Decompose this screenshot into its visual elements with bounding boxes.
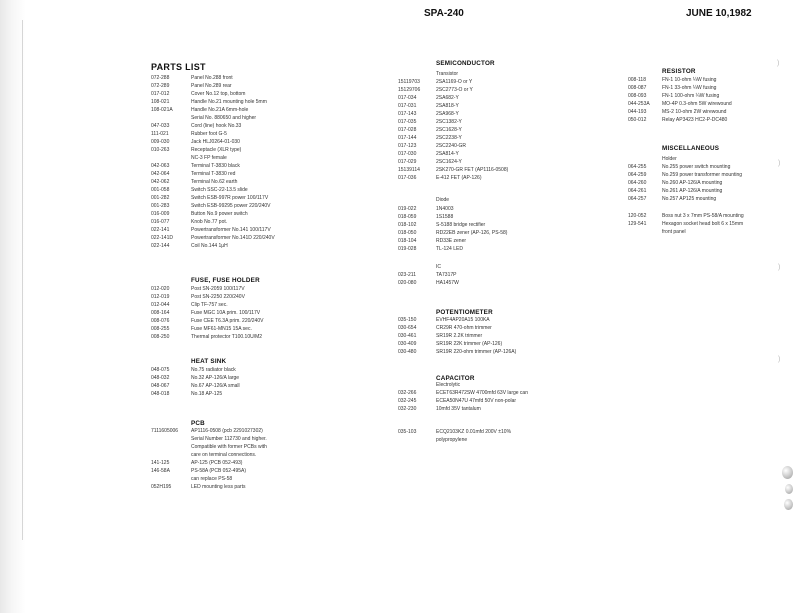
part-number: 020-080 [398, 280, 417, 286]
part-description: Boss nut 3 x 7mm PS-58/A mounting [662, 213, 744, 219]
part-description: Powertransformer No.141 100/117V [191, 227, 271, 233]
part-description: 2SC1628-Y [436, 127, 462, 133]
part-number: 030-409 [398, 341, 417, 347]
part-description: No.67 AP-126/A small [191, 383, 240, 389]
part-description: RD33E zener [436, 238, 467, 244]
part-description: 2SC1624-Y [436, 159, 462, 165]
subsection-diode: Diode [436, 197, 450, 203]
part-number: 042-063 [151, 163, 170, 169]
part-description: AP-125 (PCB 052-493) [191, 460, 243, 466]
part-number: 018-104 [398, 238, 417, 244]
part-description: No.257 AP125 mounting [662, 196, 717, 202]
part-description: Fuse MF61-MN15 15A sec. [191, 326, 252, 332]
part-description: FN-1 100-ohm ¼W fusing [662, 93, 720, 99]
part-description: SR19R 22K trimmer (AP-126) [436, 341, 503, 347]
part-number: 019-028 [398, 246, 417, 252]
part-description: Fuse CEE T6.3A prim. 220/240V [191, 318, 264, 324]
part-description: No.260 AP-126/A mounting [662, 180, 723, 186]
part-number: 048-067 [151, 383, 170, 389]
section-title-resistor: RESISTOR [662, 68, 696, 75]
subsection-transistor: Transistor [436, 71, 459, 77]
page-binding-line [22, 20, 23, 540]
part-description: 2SA814-Y [436, 151, 459, 157]
part-description: 2SC2240-GR [436, 143, 467, 149]
part-description: No.32 AP-126/A large [191, 375, 240, 381]
part-description: No.18 AP-125 [191, 391, 223, 397]
part-description: Serial Number 112730 and higher. [191, 436, 267, 442]
part-number: 042-062 [151, 179, 170, 185]
part-number: 048-075 [151, 367, 170, 373]
part-description: FN-1 10-ohm ¼W fusing [662, 77, 717, 83]
part-number: 032-266 [398, 390, 417, 396]
section-title-heat-sink: HEAT SINK [191, 358, 227, 365]
part-description: 2SA818-Y [436, 103, 459, 109]
part-description: MS-2 10-ohm 2W wirewound [662, 109, 727, 115]
section-title-miscellaneous: MISCELLANEOUS [662, 145, 720, 152]
part-description: Fuse MGC 10A prim. 100/117V [191, 310, 261, 316]
part-number: 016-077 [151, 219, 170, 225]
part-number: 048-018 [151, 391, 170, 397]
part-number: 018-102 [398, 222, 417, 228]
part-description: FN-1 33-ohm ¼W fusing [662, 85, 717, 91]
part-number: 108-021 [151, 99, 170, 105]
model-header: SPA-240 [424, 8, 464, 19]
part-description: Compatible with former PCBs with [191, 444, 267, 450]
part-number: 111-021 [151, 131, 169, 137]
part-number: 064-260 [628, 180, 647, 186]
part-number: 047-033 [151, 123, 170, 129]
part-number: 017-144 [398, 135, 417, 141]
part-description: Post SN-2250 220/240V [191, 294, 245, 300]
part-description: SR19R 220-ohm trimmer (AP-126A) [436, 349, 517, 355]
part-description: E-412 FET (AP-126) [436, 175, 482, 181]
part-number: 016-009 [151, 211, 170, 217]
part-description: Terminal No.62 earth [191, 179, 238, 185]
date-header: JUNE 10,1982 [686, 8, 752, 19]
part-description: ECEA50N47U 47mfd 50V non-polar [436, 398, 517, 404]
part-number: 146-58A [151, 468, 170, 474]
punch-hole-mark [785, 484, 793, 494]
part-description: LED mounting less parts [191, 484, 246, 490]
part-description: front panel [662, 229, 686, 235]
part-description: Switch ESB-997R power 100/117V [191, 195, 269, 201]
punch-hole-mark [784, 499, 793, 510]
part-description: TA7317P [436, 272, 457, 278]
part-number: 017-143 [398, 111, 417, 117]
part-description: Coil No.144 1μH [191, 243, 228, 249]
part-description: can replace PS-58 [191, 476, 233, 482]
part-number: 018-050 [398, 230, 417, 236]
part-description: Relay AP3423 HC2-P-DC480 [662, 117, 728, 123]
part-description: Handle No.21 mounting hole 5mm [191, 99, 267, 105]
part-number: 012-044 [151, 302, 170, 308]
part-description: Rubber foot G-5 [191, 131, 227, 137]
part-number: 030-461 [398, 333, 417, 339]
scan-mark: ) [778, 356, 781, 363]
part-description: HA1457W [436, 280, 459, 286]
part-number: 008-255 [151, 326, 170, 332]
part-number: 064-261 [628, 188, 647, 194]
punch-hole-mark [782, 466, 793, 479]
part-number: 7111605006 [151, 428, 179, 434]
part-description: 1S1588 [436, 214, 454, 220]
part-number: 017-012 [151, 91, 170, 97]
part-number: 032-245 [398, 398, 417, 404]
part-description: Cord (line) hook No.33 [191, 123, 242, 129]
part-number: 022-144 [151, 243, 170, 249]
part-description: Terminal T-3830 black [191, 163, 240, 169]
part-description: Powertransformer No.141D 220/240V [191, 235, 275, 241]
section-title-fuse: FUSE, FUSE HOLDER [191, 277, 260, 284]
part-number: 064-255 [628, 164, 647, 170]
part-number: 022-141D [151, 235, 173, 241]
part-number: 017-028 [398, 127, 417, 133]
part-number: 15119703 [398, 79, 420, 85]
part-number: 064-257 [628, 196, 647, 202]
part-description: Button No.9 power switch [191, 211, 248, 217]
subsection-electrolytic: Electrolytic [436, 382, 461, 388]
scan-mark: ) [778, 264, 781, 271]
part-description: Serial No. 880650 and higher [191, 115, 257, 121]
part-number: 15139114 [398, 167, 420, 173]
part-description: NC-3 FP female [191, 155, 227, 161]
part-number: 012-019 [151, 294, 170, 300]
part-number: 15129706 [398, 87, 421, 93]
part-number: 044-193 [628, 109, 647, 115]
part-description: 2SA1169-O or Y [436, 79, 473, 85]
part-number: 017-035 [398, 119, 417, 125]
section-title-potentiometer: POTENTIOMETER [436, 309, 493, 316]
section-title-semiconductor: SEMICONDUCTOR [436, 60, 495, 67]
part-description: No.75 radiator black [191, 367, 236, 373]
part-number: 017-031 [398, 103, 417, 109]
part-description: Switch SSC-22-13.5 slide [191, 187, 248, 193]
part-description: Thermal protector T100.10U/M2 [191, 334, 263, 340]
subsection-holder: Holder [662, 156, 677, 162]
part-number: 042-064 [151, 171, 170, 177]
part-description: 10mfd 35V tantalum [436, 406, 481, 412]
part-number: 129-541 [628, 221, 647, 227]
part-description: ECQ2103KZ 0.01mfd 200V ±10% [436, 429, 512, 435]
part-number: 072-289 [151, 83, 170, 89]
part-description: TL-124 LED [436, 246, 463, 252]
part-number: 009-030 [151, 139, 170, 145]
part-description: 2SC2238-Y [436, 135, 462, 141]
part-description: No.259 power transformer mounting [662, 172, 743, 178]
section-title-pcb: PCB [191, 420, 205, 427]
part-number: 048-032 [151, 375, 170, 381]
part-description: No.261 AP-126/A mounting [662, 188, 723, 194]
part-description: Knob No.77 pot. [191, 219, 228, 225]
scan-mark: ) [777, 60, 780, 67]
part-number: 001-058 [151, 187, 170, 193]
part-number: 030-654 [398, 325, 417, 331]
page-title: PARTS LIST [151, 62, 206, 72]
part-number: 019-022 [398, 206, 417, 212]
part-description: Post SN-2059 100/117V [191, 286, 245, 292]
scan-mark: ) [778, 160, 781, 167]
part-number: 017-030 [398, 151, 417, 157]
part-number: 017-036 [398, 175, 417, 181]
part-description: AP1116-0508 (pcb 2291027302) [191, 428, 263, 434]
part-description: 2SK270-GR FET (AP1116-0508) [436, 167, 509, 173]
part-number: 032-230 [398, 406, 417, 412]
part-description: 2SC2773-O or Y [436, 87, 473, 93]
part-description: EVHF4AP20A15 100KA [436, 317, 490, 323]
part-number: 001-282 [151, 195, 170, 201]
part-number: 017-123 [398, 143, 417, 149]
part-number: 008-118 [628, 77, 646, 83]
part-description: CR29R 470-ohm trimmer [436, 325, 492, 331]
part-number: 141-125 [151, 460, 170, 466]
part-description: Jack HLJ0264-01-030 [191, 139, 240, 145]
part-number: 050-012 [628, 117, 647, 123]
part-number: 064-259 [628, 172, 647, 178]
part-description: RD22EB zener (AP-126, PS-58) [436, 230, 508, 236]
part-number: 035-103 [398, 429, 417, 435]
subsection-ic: IC [436, 264, 441, 270]
part-number: 044-253A [628, 101, 650, 107]
part-number: 017-034 [398, 95, 417, 101]
part-number: 108-021A [151, 107, 173, 113]
part-description: MO-4P 0.3-ohm 5W wirewound [662, 101, 732, 107]
part-number: 023-211 [398, 272, 416, 278]
part-description: No.255 power switch mounting [662, 164, 731, 170]
part-description: SR19R 2.2K trimmer [436, 333, 483, 339]
part-description: 2SC1382-Y [436, 119, 462, 125]
part-description: polypropylene [436, 437, 468, 443]
part-number: 052H195 [151, 484, 172, 490]
part-number: 010-263 [151, 147, 170, 153]
part-number: 030-480 [398, 349, 417, 355]
part-description: Hexagon socket head bolt 6 x 15mm [662, 221, 744, 227]
part-number: 022-141 [151, 227, 170, 233]
part-number: 035-150 [398, 317, 417, 323]
part-description: care on terminal connections. [191, 452, 257, 458]
part-description: ECET63R472SW 4700mfd 63V large can [436, 390, 528, 396]
part-number: 072-288 [151, 75, 170, 81]
part-description: Clip TF-757 sec. [191, 302, 228, 308]
part-description: Switch ESB-99295 power 220/240V [191, 203, 271, 209]
part-number: 008-164 [151, 310, 170, 316]
part-description: Terminal T-3830 red [191, 171, 236, 177]
part-description: Panel No.288 front [191, 75, 233, 81]
part-number: 120-052 [628, 213, 647, 219]
part-description: Cover No.12 top, bottom [191, 91, 246, 97]
part-number: 018-059 [398, 214, 417, 220]
section-title-capacitor: CAPACITOR [436, 375, 475, 382]
part-number: 008-076 [151, 318, 170, 324]
part-description: Panel No.289 rear [191, 83, 232, 89]
part-number: 008-093 [628, 93, 647, 99]
part-description: 2SA968-Y [436, 111, 459, 117]
part-description: 2SA682-Y [436, 95, 459, 101]
part-number: 012-020 [151, 286, 170, 292]
part-description: PS-58A (PCB 052-495A) [191, 468, 247, 474]
part-description: 1N4003 [436, 206, 454, 212]
part-description: S-5188 bridge rectifier [436, 222, 486, 228]
part-number: 008-250 [151, 334, 170, 340]
part-number: 001-283 [151, 203, 170, 209]
part-number: 017-029 [398, 159, 417, 165]
part-description: Receptacle (XLR type) [191, 147, 242, 153]
part-number: 008-087 [628, 85, 647, 91]
part-description: Handle No.21A 6mm-hole [191, 107, 249, 113]
